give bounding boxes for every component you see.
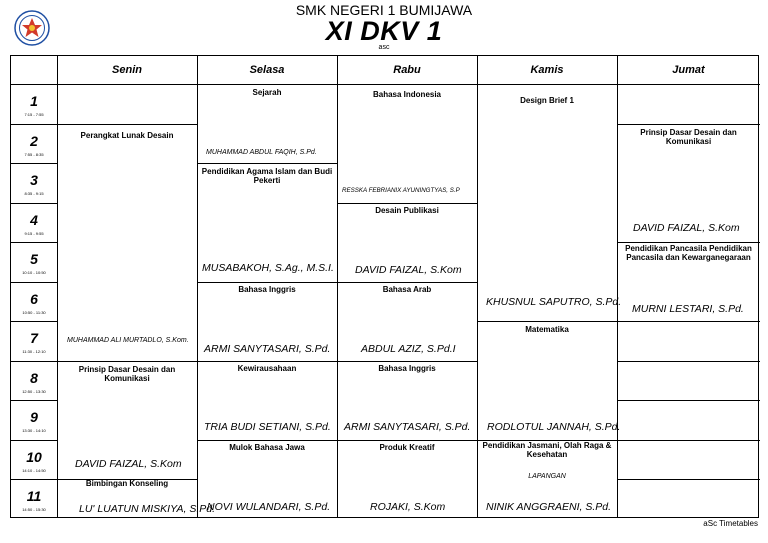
lesson-subject: Matematika: [525, 325, 569, 334]
period-number: 5: [30, 251, 38, 267]
period-number: 3: [30, 172, 38, 188]
day-header-senin: Senin: [112, 64, 142, 76]
grid-line: [337, 361, 477, 362]
lesson-subject: Pendidikan Pancasila Pendidikan Pancasila dan Kewarganegaraan: [625, 244, 752, 263]
period-number: 11: [26, 488, 42, 504]
lesson-subject: Kewirausahaan: [237, 364, 297, 373]
grid-line: [617, 479, 760, 480]
grid-line: [617, 440, 760, 441]
lesson-teacher: MURNI LESTARI, S.Pd.: [632, 303, 744, 315]
lesson-teacher: MUSABAKOH, S.Ag., M.S.I.: [202, 262, 334, 274]
lesson-teacher: RODLOTUL JANNAH, S.Pd.: [487, 421, 621, 433]
lesson-subject: Produk Kreatif: [379, 443, 435, 452]
grid-line: [57, 361, 197, 362]
lesson-subject: Prinsip Dasar Desain dan Komunikasi: [78, 365, 176, 384]
grid-line: [617, 400, 760, 401]
period-time: 12:50 - 13:30: [22, 389, 46, 394]
grid-line: [337, 203, 477, 204]
grid-line: [617, 124, 760, 125]
period-time: 14:50 - 15:30: [22, 507, 46, 512]
period-7: [11, 321, 57, 361]
lesson-teacher: DAVID FAIZAL, S.Kom: [75, 458, 182, 470]
lesson-teacher: LU' LUATUN MISKIYA, S.Pd.: [79, 503, 216, 515]
period-time: 7:15 - 7:55: [24, 112, 44, 117]
lesson-room: LAPANGAN: [528, 473, 566, 480]
grid-line: [617, 56, 618, 517]
lesson-teacher: TRIA BUDI SETIANI, S.Pd.: [204, 421, 331, 433]
generator-mark: asc: [378, 44, 390, 51]
lesson-subject: Sejarah: [252, 88, 282, 97]
grid-line: [337, 440, 477, 441]
period-number: 10: [26, 449, 42, 465]
period-10: [11, 440, 57, 479]
lesson-subject: Bahasa Arab: [382, 285, 432, 294]
lesson-subject: Bahasa Inggris: [238, 285, 296, 294]
lesson-teacher: NOVI WULANDARI, S.Pd.: [207, 501, 331, 513]
period-number: 8: [30, 370, 38, 386]
period-2: [11, 124, 57, 163]
grid-line: [197, 361, 337, 362]
day-header-jumat: Jumat: [672, 64, 705, 76]
period-time: 7:55 - 8:35: [24, 152, 44, 157]
period-time: 10:10 - 10:50: [22, 270, 46, 275]
grid-line: [197, 163, 337, 164]
lesson-teacher: DAVID FAIZAL, S.Kom: [633, 222, 740, 234]
lesson-teacher: MUHAMMAD ABDUL FAQIH, S.Pd.: [206, 149, 317, 156]
day-header-rabu: Rabu: [393, 64, 421, 76]
grid-line: [337, 282, 477, 283]
lesson-teacher: ARMI SANYTASARI, S.Pd.: [344, 421, 471, 433]
lesson-subject: Pendidikan Jasmani, Olah Raga & Kesehatan: [482, 441, 612, 460]
lesson-subject: Pendidikan Agama Islam dan Budi Pekerti: [201, 167, 333, 186]
grid-line: [617, 321, 760, 322]
period-time: 11:30 - 12:10: [22, 349, 46, 354]
lesson-subject: Bimbingan Konseling: [85, 479, 169, 488]
day-header-kamis: Kamis: [530, 64, 564, 76]
grid-line: [617, 242, 760, 243]
period-time: 8:35 - 9:15: [24, 191, 44, 196]
day-header-selasa: Selasa: [249, 64, 285, 76]
period-number: 7: [30, 330, 38, 346]
lesson-subject: Perangkat Lunak Desain: [80, 131, 174, 140]
grid-line: [57, 56, 58, 517]
school-name: SMK NEGERI 1 BUMIJAWA: [295, 2, 473, 18]
lesson-teacher: ROJAKI, S.Kom: [370, 501, 446, 513]
period-4: [11, 203, 57, 242]
lesson-teacher: KHUSNUL SAPUTRO, S.Pd.: [486, 296, 622, 308]
period-1: [11, 84, 57, 124]
class-title: XI DKV 1: [325, 16, 443, 46]
lesson-teacher: RESSKA FEBRIANIX AYUNINGTYAS, S.P: [342, 187, 460, 194]
period-3: [11, 163, 57, 203]
lesson-teacher: ARMI SANYTASARI, S.Pd.: [204, 343, 331, 355]
grid-line: [57, 124, 197, 125]
period-time: 9:15 - 9:55: [24, 231, 44, 236]
footer-credit: aSc Timetables: [703, 519, 758, 528]
lesson-teacher: MUHAMMAD ALI MURTADLO, S.Kom.: [67, 337, 189, 344]
lesson-subject: Bahasa Indonesia: [372, 90, 442, 99]
period-number: 1: [30, 93, 38, 109]
period-number: 4: [30, 212, 38, 228]
lesson-teacher: DAVID FAIZAL, S.Kom: [355, 264, 462, 276]
timetable-grid: [10, 55, 759, 518]
period-number: 2: [30, 133, 38, 149]
lesson-subject: Mulok Bahasa Jawa: [229, 443, 305, 452]
grid-line: [617, 361, 760, 362]
period-5: [11, 242, 57, 282]
period-time: 14:10 - 14:50: [22, 468, 46, 473]
grid-line: [197, 440, 337, 441]
period-9: [11, 400, 57, 440]
period-8: [11, 361, 57, 400]
period-6: [11, 282, 57, 321]
lesson-teacher: NINIK ANGGRAENI, S.Pd.: [486, 501, 612, 513]
period-number: 6: [30, 291, 38, 307]
lesson-subject: Bahasa Inggris: [378, 364, 436, 373]
grid-line: [477, 321, 617, 322]
period-11: [11, 479, 57, 519]
period-number: 9: [30, 409, 38, 425]
grid-line: [11, 84, 760, 85]
lesson-subject: Design Brief 1: [520, 96, 574, 105]
lesson-subject: Desain Publikasi: [375, 206, 439, 215]
grid-line: [197, 282, 337, 283]
lesson-teacher: ABDUL AZIZ, S.Pd.I: [361, 343, 456, 355]
period-time: 10:50 - 11:30: [22, 310, 46, 315]
lesson-subject: Prinsip Dasar Desain dan Komunikasi: [640, 128, 737, 147]
period-time: 13:30 - 14:10: [22, 428, 46, 433]
